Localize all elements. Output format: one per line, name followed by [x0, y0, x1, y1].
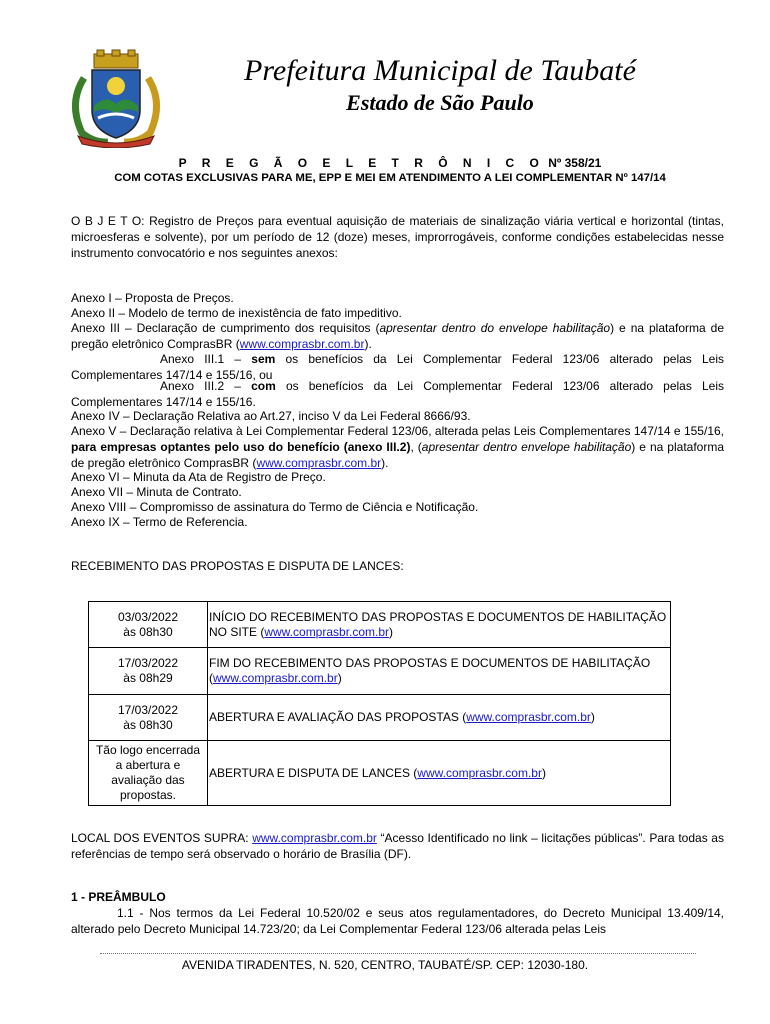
- objeto-label: O B J E T O:: [71, 214, 145, 228]
- schedule-event: [208, 648, 671, 695]
- anexo-3: [71, 320, 724, 352]
- recebimento-heading: RECEBIMENTO DAS PROPOSTAS E DISPUTA DE LANCES:: [71, 559, 404, 573]
- objeto-paragraph: [71, 213, 724, 261]
- pregao-number: Nº 358/21: [548, 156, 602, 170]
- preambulo-paragraph: 1.1 - Nos termos da Lei Federal 10.520/02 e seus atos regulamentadores, do Decreto Municipal 13.409/14, alterado pelo Decreto Municipal 14.723/20; da Lei Complementar Federal 123/06 alterada pelas Leis: [71, 906, 724, 936]
- preambulo-heading: 1 - PREÂMBULO: [71, 890, 166, 904]
- comprasbr-link[interactable]: www.comprasbr.com.br: [252, 831, 377, 845]
- anexo-5: [71, 423, 724, 471]
- anexo-5-bold: para empresas optantes pelo uso do benefício (anexo III.2): [71, 440, 411, 454]
- objeto-text: Registro de Preços para eventual aquisição de materiais de sinalização viária vertical e horizontal (tintas, microesferas e solvente), por um período de 12 (doze) meses, improrrogáveis, conforme condições estabelecidas nesse instrumento convocatório e nos seguintes anexos:: [71, 214, 724, 260]
- anexo-3-2-bold: com: [251, 379, 276, 393]
- event-text: ABERTURA E DISPUTA DE LANCES (: [209, 765, 418, 780]
- date-text: 17/03/2022: [117, 702, 179, 717]
- anexo-5-mid: , (: [410, 440, 422, 454]
- local-text: “Acesso Identificado no link – licitações públicas”. Para todas as referências de tempo será observado o horário de Brasília (DF).: [71, 831, 724, 861]
- anexo-3-italic: apresentar dentro do envelope habilitação: [379, 321, 611, 335]
- footer-divider: [100, 953, 696, 954]
- table-row: [89, 648, 671, 695]
- schedule-event: [208, 741, 671, 806]
- anexo-3-2: [71, 378, 724, 410]
- event-text: FIM DO RECEBIMENTO DAS PROPOSTAS E DOCUMENTOS DE HABILITAÇÃO (: [209, 656, 651, 685]
- cotas-heading: COM COTAS EXCLUSIVAS PARA ME, EPP E MEI EM ATENDIMENTO A LEI COMPLEMENTAR Nº 147/14: [114, 172, 666, 184]
- anexo-3-text-b: ) e na plataforma de pregão eletrônico ComprasBR (: [71, 321, 724, 351]
- event-end: ): [337, 671, 342, 685]
- schedule-event: [208, 602, 671, 648]
- anexo-5-end: ).: [381, 456, 389, 470]
- anexo-3-1-bold: sem: [251, 352, 276, 366]
- anexo-2: Anexo II – Modelo de termo de inexistência de fato impeditivo.: [71, 306, 402, 320]
- page-title: Prefeitura Municipal de Taubaté: [244, 54, 636, 87]
- anexo-3-1-text: os benefícios da Lei Complementar Federal 123/06 alterado pelas Leis Complementares 147/14 e 155/16, ou: [71, 352, 724, 382]
- anexo-4: Anexo IV – Declaração Relativa ao Art.27, inciso V da Lei Federal 8666/93.: [71, 409, 471, 423]
- table-row: [89, 741, 671, 806]
- event-end: ): [541, 765, 546, 780]
- anexo-3-2-text: os benefícios da Lei Complementar Federal 123/06 alterado pelas Leis Complementares 147/14 e 155/16.: [71, 379, 724, 409]
- time-text: às 08h29: [123, 671, 173, 685]
- date-text: Tão logo encerrada a abertura e avaliação das propostas.: [95, 743, 201, 802]
- anexo-5-italic: apresentar dentro envelope habilitação: [421, 440, 632, 454]
- anexo-3-end: ).: [364, 337, 372, 351]
- anexo-3-text: Anexo III – Declaração de cumprimento dos requisitos (: [71, 321, 380, 335]
- comprasbr-link[interactable]: www.comprasbr.com.br: [213, 671, 338, 685]
- event-end: ): [590, 710, 595, 724]
- date-text: 03/03/2022: [117, 609, 179, 624]
- schedule-date: [89, 695, 208, 741]
- comprasbr-link[interactable]: www.comprasbr.com.br: [466, 710, 591, 724]
- schedule-date: [89, 602, 208, 648]
- comprasbr-link[interactable]: www.comprasbr.com.br: [417, 765, 542, 780]
- anexo-5-text: Anexo V – Declaração relativa à Lei Complementar Federal 123/06, alterada pelas Leis Complementares 147/14 e 155/16,: [71, 424, 724, 438]
- table-row: [89, 602, 671, 648]
- event-text: ABERTURA E AVALIAÇÃO DAS PROPOSTAS (: [209, 710, 467, 724]
- time-text: às 08h30: [123, 717, 173, 732]
- schedule-event: [208, 695, 671, 741]
- anexo-7: Anexo VII – Minuta de Contrato.: [71, 485, 242, 499]
- anexo-6: Anexo VI – Minuta da Ata de Registro de Preço.: [71, 470, 326, 484]
- coat-of-arms-logo: [64, 48, 168, 148]
- local-label: LOCAL DOS EVENTOS SUPRA:: [71, 831, 249, 845]
- time-text: às 08h30: [123, 624, 173, 639]
- event-end: ): [389, 624, 394, 639]
- footer-address: AVENIDA TIRADENTES, N. 520, CENTRO, TAUBATÉ/SP. CEP: 12030-180.: [181, 958, 589, 972]
- pregao-heading: [60, 156, 720, 170]
- schedule-date: [89, 648, 208, 695]
- comprasbr-link[interactable]: www.comprasbr.com.br: [264, 624, 390, 639]
- pregao-label: P R E G Ã O E L E T R Ô N I C O: [178, 156, 545, 170]
- anexo-1: Anexo I – Proposta de Preços.: [71, 291, 234, 305]
- comprasbr-link[interactable]: www.comprasbr.com.br: [239, 337, 365, 351]
- schedule-table: [88, 601, 671, 806]
- table-row: [89, 695, 671, 741]
- date-text: 17/03/2022: [117, 656, 179, 670]
- page-subtitle: Estado de São Paulo: [346, 90, 534, 115]
- event-text: INÍCIO DO RECEBIMENTO DAS PROPOSTAS E DOCUMENTOS DE HABILITAÇÃO NO SITE (: [209, 609, 667, 639]
- anexo-3-2-prefix: Anexo III.2 –: [160, 379, 241, 393]
- anexo-3-1-prefix: Anexo III.1 –: [160, 352, 242, 366]
- anexo-8: Anexo VIII – Compromisso de assinatura do Termo de Ciência e Notificação.: [71, 500, 479, 514]
- comprasbr-link[interactable]: www.comprasbr.com.br: [256, 456, 382, 470]
- local-paragraph: [71, 830, 724, 862]
- anexo-9: Anexo IX – Termo de Referencia.: [71, 515, 248, 529]
- anexo-5-text-b: ) e na plataforma de pregão eletrônico ComprasBR (: [71, 440, 725, 470]
- schedule-date: [89, 741, 208, 806]
